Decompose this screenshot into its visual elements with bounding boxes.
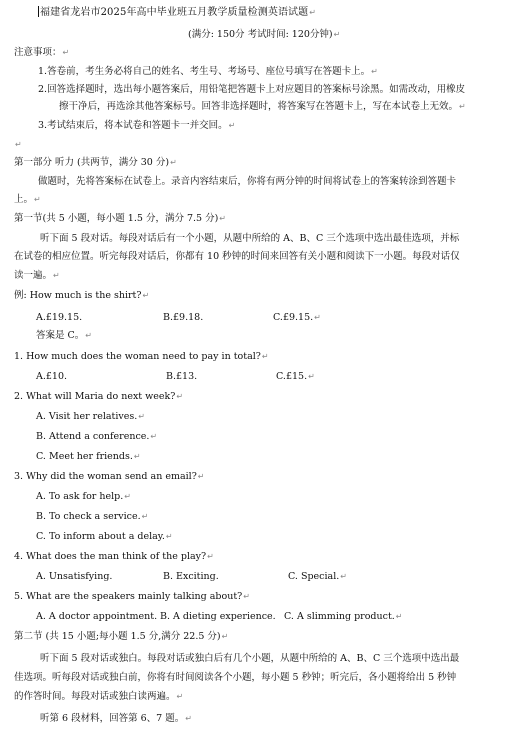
paragraph-mark-icon: ↵ (141, 512, 149, 521)
paragraph-mark-icon: ↵ (34, 195, 41, 204)
example-answer: 答案是 C。 (36, 330, 85, 341)
empty-paragraph (14, 139, 22, 151)
paragraph-mark-icon: ↵ (62, 48, 70, 57)
section2-heading-line (14, 631, 228, 643)
section1-instruction: 听下面 5 段对话。每段对话后有一个小题，从题中所给的 A、B、C 三个选项中选出最佳选项，并标 (40, 233, 460, 244)
paragraph-mark-icon: ↵ (142, 291, 150, 300)
q2-option-c-line: C. Meet her friends.↵ (36, 451, 141, 462)
exam-title-line (38, 6, 316, 19)
example-answer-line (36, 330, 92, 342)
paragraph-mark-icon: ↵ (15, 140, 22, 149)
text-cursor (38, 6, 39, 17)
q2-option-b-line: B. Attend a conference.↵ (36, 431, 158, 442)
paragraph-mark-icon: ↵ (395, 612, 403, 621)
subtitle-line (188, 29, 340, 41)
example-question: 例: How much is the shirt? (14, 290, 142, 301)
section2-instruction: 听下面 5 段对话或独白。每段对话或独白后有几个小题，从题中所给的 A、B、C 三个选项中选出最 (40, 653, 460, 664)
paragraph-mark-icon: ↵ (165, 532, 173, 541)
example-question-line (14, 290, 149, 302)
section1-heading: 第一节(共 5 小题，每小题 1.5 分，满分 7.5 分) (14, 213, 219, 224)
paragraph-mark-icon: ↵ (150, 432, 158, 441)
paragraph-mark-icon: ↵ (85, 331, 92, 340)
paragraph-mark-icon: ↵ (53, 271, 60, 280)
paragraph-mark-icon: ↵ (219, 214, 226, 223)
question-4: 4. What does the man think of the play?↵ (14, 551, 214, 562)
paragraph-mark-icon: ↵ (308, 372, 315, 381)
q1-option-a: A.£10. (36, 371, 68, 382)
paragraph-mark-icon: ↵ (197, 472, 205, 481)
example-option-b: B.£9.18. (163, 312, 204, 323)
part1-heading-line (14, 157, 177, 169)
section1-heading-line (14, 213, 226, 225)
question-2: 2. What will Maria do next week?↵ (14, 391, 184, 402)
question-1: 1. How much does the woman need to pay in total?↵ (14, 351, 269, 362)
section1-instruction-continued: 读一遍。↵ (14, 270, 60, 281)
paragraph-mark-icon: ↵ (459, 102, 466, 111)
paragraph-mark-icon: ↵ (138, 412, 145, 421)
paragraph-mark-icon: ↵ (176, 692, 184, 701)
paragraph-mark-icon: ↵ (261, 352, 269, 361)
q1-option-b: B.£13. (166, 371, 198, 382)
part1-instruction-continued: 上。↵ (14, 194, 41, 205)
q4-option-a: A. Unsatisfying. (36, 571, 113, 582)
notice-item: 1.答卷前，考生务必将自己的姓名、考生号、考场号、座位号填写在答题卡上。↵ (38, 66, 378, 77)
section1-instruction-continued: 在试卷的相应位置。听完每段对话后，你都有 10 秒钟的时间来回答有关小题和阅读下一小题。每段对话仅 (14, 251, 460, 262)
q5-option-a: A. A doctor appointment. (36, 611, 158, 622)
paragraph-mark-icon: ↵ (124, 492, 131, 501)
paragraph-mark-icon: ↵ (314, 313, 321, 322)
question-3: 3. Why did the woman send an email?↵ (14, 471, 205, 482)
notice-item: 3.考试结束后，将本试卷和答题卡一并交回。↵ (38, 120, 236, 131)
exam-title: 福建省龙岩市2025年高中毕业班五月教学质量检测英语试题 (40, 7, 309, 18)
paragraph-mark-icon: ↵ (340, 572, 347, 581)
q3-option-c-line: C. To inform about a delay.↵ (36, 531, 173, 542)
notice-heading-line (14, 47, 69, 59)
q1-option-c-line: C.£15.↵ (276, 371, 315, 382)
example-option-c-line: C.£9.15.↵ (273, 312, 321, 323)
paragraph-mark-icon: ↵ (371, 67, 378, 76)
part1-heading: 第一部分 听力 (共两节，满分 30 分) (14, 157, 170, 168)
q5-option-c-line: C. A slimming product.↵ (284, 611, 403, 622)
notice-item: 2.回答选择题时，选出每小题答案后，用铅笔把答题卡上对应题目的答案标号涂黑。如需改动，用橡皮 (38, 84, 466, 95)
paragraph-mark-icon: ↵ (333, 30, 341, 39)
paragraph-mark-icon: ↵ (176, 392, 184, 401)
paragraph-mark-icon: ↵ (228, 121, 236, 130)
paragraph-mark-icon: ↵ (207, 552, 214, 561)
section2-heading: 第二节 (共 15 小题;每小题 1.5 分,满分 22.5 分) (14, 631, 221, 642)
paragraph-mark-icon: ↵ (309, 8, 317, 17)
paragraph-mark-icon: ↵ (133, 452, 141, 461)
exam-subtitle: (满分: 150分 考试时间: 120分钟) (188, 29, 333, 40)
notice-item-continued: 擦干净后，再选涂其他答案标号。回答非选择题时，将答案写在答题卡上，写在本试卷上无效。↵ (59, 101, 466, 112)
q5-option-b: B. A dieting experience. (160, 611, 276, 622)
q3-option-a-line: A. To ask for help.↵ (36, 491, 131, 502)
q4-option-c-line: C. Special.↵ (288, 571, 347, 582)
section2-instruction-continued: 的作答时间。每段对话或独白读两遍。↵ (14, 691, 184, 702)
notice-heading: 注意事项： (14, 47, 62, 58)
section2-material-line: 听第 6 段材料，回答第 6、7 题。↵ (40, 713, 192, 724)
part1-instruction: 做题时，先将答案标在试卷上。录音内容结束后，你将有两分钟的时间将试卷上的答案转涂到答题卡 (38, 176, 457, 187)
paragraph-mark-icon: ↵ (170, 158, 177, 167)
section2-instruction-continued: 佳选项。听每段对话或独白前，你将有时间阅读各个小题，每小题 5 秒钟；听完后，各小题将给出 5 秒钟 (14, 672, 457, 683)
paragraph-mark-icon: ↵ (221, 632, 229, 641)
q2-option-a-line: A. Visit her relatives.↵ (36, 411, 145, 422)
example-option-a: A.£19.15. (36, 312, 83, 323)
q4-option-b: B. Exciting. (163, 571, 219, 582)
q3-option-b-line: B. To check a service.↵ (36, 511, 149, 522)
paragraph-mark-icon: ↵ (243, 592, 250, 601)
paragraph-mark-icon: ↵ (185, 714, 192, 723)
question-5: 5. What are the speakers mainly talking about?↵ (14, 591, 250, 602)
